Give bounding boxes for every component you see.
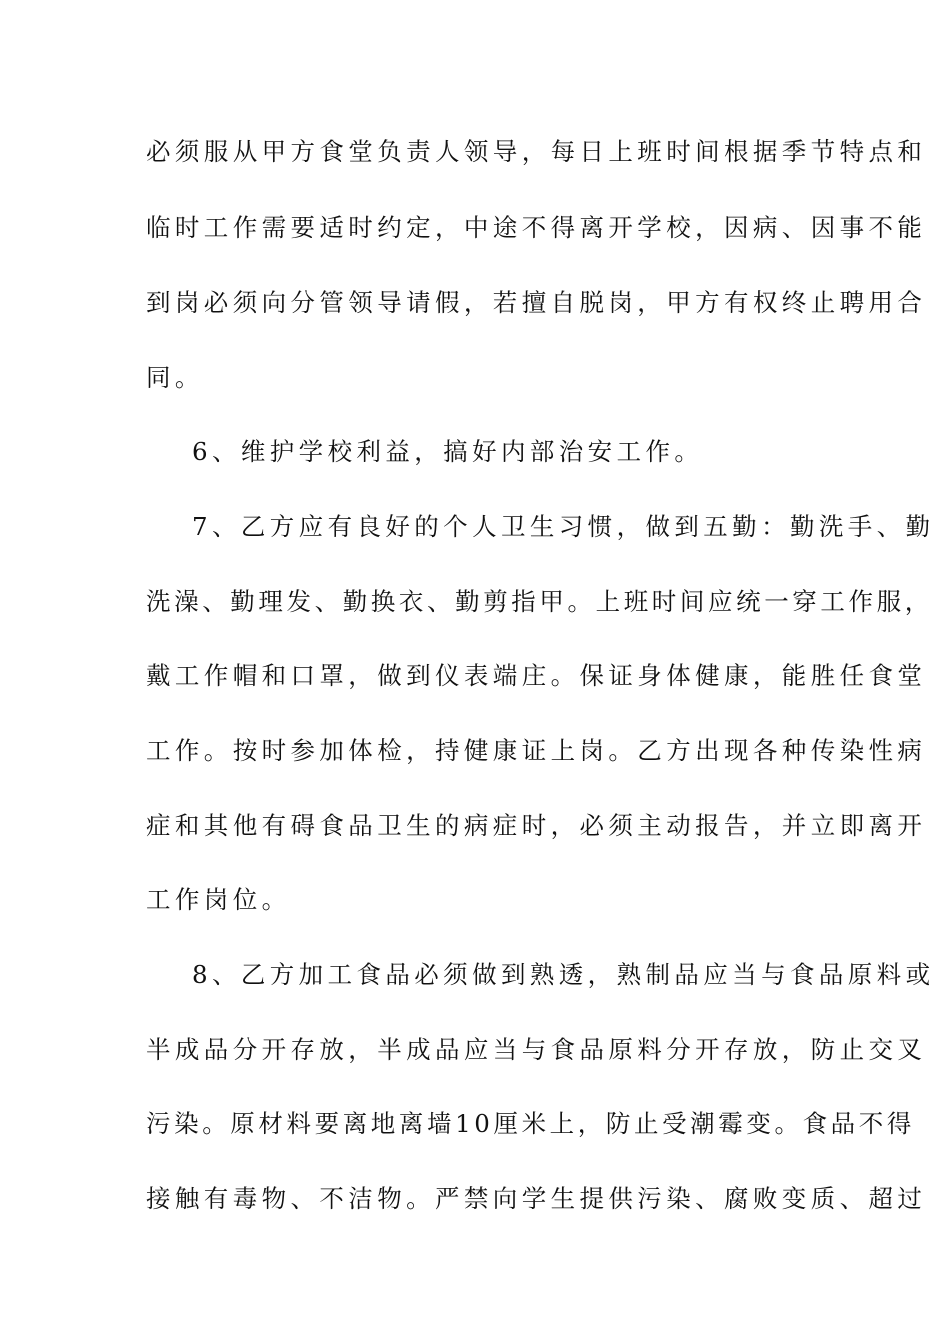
text-line: 同。 <box>146 363 204 392</box>
text-line: 工作岗位。 <box>146 885 291 914</box>
text-line: 到岗必须向分管领导请假，若擅自脱岗，甲方有权终止聘用合 <box>146 288 927 317</box>
text-line: 临时工作需要适时约定，中途不得离开学校，因病、因事不能 <box>146 213 927 242</box>
text-line: 接触有毒物、不洁物。严禁向学生提供污染、腐败变质、超过 <box>146 1184 927 1213</box>
text-line: 工作。按时参加体检，持健康证上岗。乙方出现各种传染性病 <box>146 736 927 765</box>
text-line: 戴工作帽和口罩，做到仪表端庄。保证身体健康，能胜任食堂 <box>146 661 927 690</box>
text-line: 半成品分开存放，半成品应当与食品原料分开存放，防止交叉 <box>146 1035 927 1064</box>
text-line: 污染。原材料要离地离墙10厘米上，防止受潮霉变。食品不得 <box>146 1109 915 1138</box>
text-line: 必须服从甲方食堂负责人领导，每日上班时间根据季节特点和 <box>146 137 927 166</box>
text-line: 8、乙方加工食品必须做到熟透，熟制品应当与食品原料或 <box>192 960 935 989</box>
text-line: 6、维护学校利益，搞好内部治安工作。 <box>192 437 704 466</box>
text-line: 7、乙方应有良好的个人卫生习惯，做到五勤：勤洗手、勤 <box>192 512 935 541</box>
text-line: 症和其他有碍食品卫生的病症时，必须主动报告，并立即离开 <box>146 811 927 840</box>
text-line: 洗澡、勤理发、勤换衣、勤剪指甲。上班时间应统一穿工作服， <box>146 587 933 616</box>
